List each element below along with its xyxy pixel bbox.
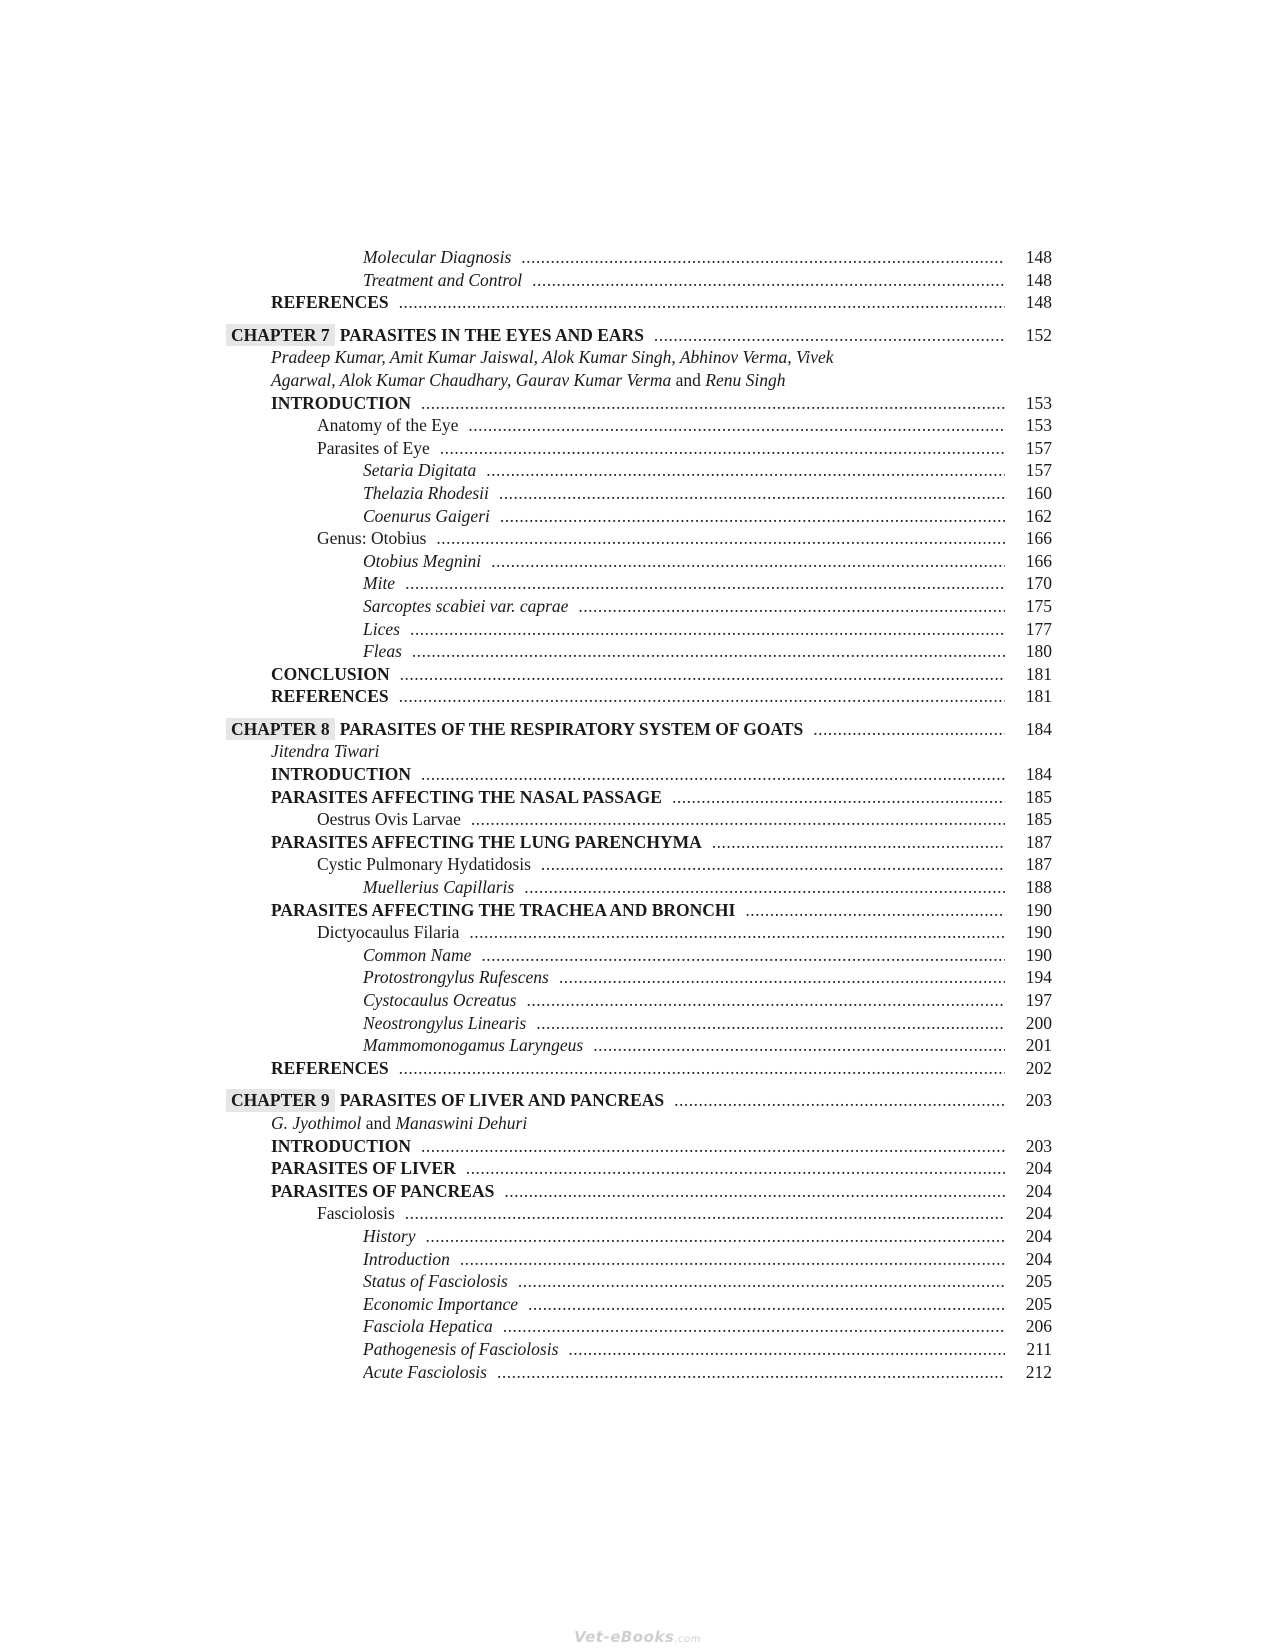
- toc-entry-label: Treatment and Control: [363, 269, 523, 290]
- toc-entry-label: Coenurus Gaigeri: [363, 505, 490, 526]
- toc-page-number: 197: [1025, 990, 1052, 1010]
- toc-entry: [0, 1315, 1275, 1338]
- toc-entry-label: Thelazia Rhodesii: [363, 482, 489, 503]
- toc-entry-label: Cystic Pulmonary Hydatidosis: [317, 854, 531, 875]
- dot-leader: [532, 269, 1005, 292]
- dot-leader: [528, 1293, 1005, 1316]
- toc-entry-label: REFERENCES: [271, 1057, 389, 1078]
- dot-leader: [436, 527, 1005, 550]
- toc-entry: [0, 618, 1275, 641]
- toc-entry: [0, 1012, 1275, 1035]
- toc-page-number: 194: [1025, 967, 1052, 988]
- toc-entry: [0, 944, 1275, 967]
- toc-entry-label: PARASITES OF PANCREAS: [271, 1180, 495, 1201]
- toc-page-number: 188: [1025, 877, 1052, 898]
- toc-page-number: 166: [1025, 550, 1052, 571]
- dot-leader: [468, 414, 1005, 437]
- toc-entry: [0, 1338, 1275, 1361]
- toc-page-number: 204: [1025, 1158, 1052, 1179]
- toc-page-number: 187: [1025, 831, 1052, 852]
- toc-entry: [0, 572, 1275, 595]
- toc-entry: [0, 505, 1275, 528]
- toc-entry: [0, 1225, 1275, 1248]
- dot-leader: [497, 1361, 1005, 1384]
- chapter-page-number: 203: [1025, 1090, 1052, 1111]
- toc-page-number: 170: [1025, 573, 1052, 594]
- toc-entry: [0, 853, 1275, 876]
- toc-entry-label: Fasciola Hepatica: [363, 1316, 493, 1337]
- toc-entry-label: Oestrus Ovis Larvae: [317, 809, 461, 830]
- toc-page-number: 204: [1025, 1203, 1052, 1224]
- toc-page-number: 160: [1025, 482, 1052, 503]
- toc-entry: [0, 640, 1275, 663]
- toc-entry-label: Setaria Digitata: [363, 460, 477, 481]
- author-connector: and: [361, 1112, 396, 1133]
- toc-entry-label: Genus: Otobius: [317, 528, 427, 549]
- toc-page-number: 184: [1025, 764, 1052, 785]
- toc-page-number: 204: [1025, 1248, 1052, 1269]
- dot-leader: [541, 853, 1005, 876]
- dot-leader: [536, 1012, 1005, 1035]
- author-name: G. Jyothimol: [271, 1112, 362, 1133]
- dot-leader: [421, 1135, 1005, 1158]
- toc-entry: [0, 808, 1275, 831]
- chapter-authors: [0, 740, 891, 763]
- dot-leader: [672, 786, 1005, 809]
- toc-entry: [0, 1057, 1275, 1080]
- toc-page-number: 205: [1025, 1271, 1052, 1292]
- toc-entry: [0, 437, 1275, 460]
- toc-entry: [0, 550, 1275, 573]
- toc-page-number: 205: [1025, 1293, 1052, 1314]
- dot-leader: [421, 763, 1005, 786]
- toc-entry-label: INTRODUCTION: [271, 392, 412, 413]
- toc-entry: [0, 786, 1275, 809]
- toc-entry: [0, 989, 1275, 1012]
- dot-leader: [521, 246, 1005, 269]
- toc-entry: [0, 414, 1275, 437]
- toc-entry: [0, 246, 1275, 269]
- toc-page-number: 212: [1025, 1361, 1052, 1382]
- toc-entry: [0, 1157, 1275, 1180]
- toc-entry: [0, 1180, 1275, 1203]
- toc-entry: [0, 482, 1275, 505]
- toc-entry: [0, 1293, 1275, 1316]
- dot-leader: [578, 595, 1005, 618]
- dot-leader: [469, 921, 1005, 944]
- watermark-logo-suffix: .com: [674, 1634, 701, 1645]
- toc-entry: [0, 685, 1275, 708]
- chapter-number: CHAPTER 7: [226, 324, 335, 347]
- toc-entry: [0, 763, 1275, 786]
- chapter-page-number: 152: [1025, 324, 1052, 345]
- chapter-heading: [0, 1089, 1275, 1112]
- toc-entry-label: Status of Fasciolosis: [363, 1271, 508, 1292]
- dot-leader: [466, 1157, 1005, 1180]
- toc-page-number: 153: [1025, 392, 1052, 413]
- toc-page-number: 166: [1025, 528, 1052, 549]
- dot-leader: [471, 808, 1005, 831]
- dot-leader: [481, 944, 1005, 967]
- toc-page-number: 153: [1025, 415, 1052, 436]
- dot-leader: [405, 1202, 1005, 1225]
- chapter-title: PARASITES IN THE EYES AND EARS: [339, 324, 644, 345]
- toc-entry-label: Introduction: [363, 1248, 450, 1269]
- toc-page-number: 190: [1025, 944, 1052, 965]
- toc-entry-label: PARASITES AFFECTING THE LUNG PARENCHYMA: [271, 831, 702, 852]
- toc-entry: [0, 921, 1275, 944]
- toc-entry: [0, 831, 1275, 854]
- toc-entry: [0, 595, 1275, 618]
- dot-leader: [559, 966, 1005, 989]
- toc-entry-label: Mite: [363, 573, 396, 594]
- toc-entry: [0, 876, 1275, 899]
- toc-page-number: 157: [1025, 437, 1052, 458]
- toc-entry-label: Mammomonogamus Laryngeus: [363, 1035, 584, 1056]
- chapter-heading: [0, 718, 1275, 741]
- chapter-authors: [0, 346, 891, 391]
- toc-page-number: 204: [1025, 1225, 1052, 1246]
- toc-entry: [0, 663, 1275, 686]
- toc-entry: [0, 1034, 1275, 1057]
- toc-page-number: 185: [1025, 786, 1052, 807]
- toc-entry-label: Otobius Megnini: [363, 550, 482, 571]
- toc-page-number: 201: [1025, 1035, 1052, 1056]
- toc-page-number: 185: [1025, 809, 1052, 830]
- dot-leader: [518, 1270, 1005, 1293]
- chapter-title: PARASITES OF LIVER AND PANCREAS: [339, 1090, 665, 1111]
- toc-entry-label: Muellerius Capillaris: [363, 877, 515, 898]
- author-name: Renu Singh: [705, 369, 786, 390]
- toc-entry-label: Molecular Diagnosis: [363, 247, 512, 267]
- toc-entry-label: Economic Importance: [363, 1293, 519, 1314]
- dot-leader: [410, 618, 1005, 641]
- toc-page-number: 200: [1025, 1012, 1052, 1033]
- dot-leader: [440, 437, 1005, 460]
- toc-page-number: 180: [1025, 641, 1052, 662]
- dot-leader: [593, 1034, 1005, 1057]
- toc-entry: [0, 1361, 1275, 1384]
- author-name: Manaswini Dehuri: [395, 1112, 528, 1133]
- chapter-heading: [0, 324, 1275, 347]
- dot-leader: [712, 831, 1005, 854]
- toc-entry-label: Acute Fasciolosis: [363, 1361, 487, 1382]
- toc-entry-label: PARASITES AFFECTING THE TRACHEA AND BRONCHI: [271, 899, 736, 920]
- watermark-logo: [0, 1628, 1275, 1646]
- chapter-number: CHAPTER 9: [226, 1089, 335, 1112]
- chapter-authors: [0, 1112, 891, 1135]
- dot-leader: [400, 663, 1005, 686]
- toc-entry-label: Protostrongylus Rufescens: [363, 967, 549, 988]
- toc-entry-label: REFERENCES: [271, 686, 389, 707]
- toc-entry-label: INTRODUCTION: [271, 764, 412, 785]
- dot-leader: [399, 1057, 1005, 1080]
- toc-entry: [0, 1270, 1275, 1293]
- dot-leader: [491, 550, 1005, 573]
- dot-leader: [654, 324, 1005, 347]
- toc-entry-label: Fasciolosis: [317, 1203, 395, 1224]
- toc-entry: [0, 291, 1275, 314]
- dot-leader: [412, 640, 1005, 663]
- author-connector: and: [671, 369, 706, 390]
- dot-leader: [526, 989, 1005, 1012]
- dot-leader: [813, 718, 1005, 741]
- toc-entry-label: Anatomy of the Eye: [317, 415, 459, 436]
- toc-entry: [0, 1135, 1275, 1158]
- toc-entry: [0, 899, 1275, 922]
- dot-leader: [426, 1225, 1006, 1248]
- toc-entry: [0, 269, 1275, 292]
- toc-entry-label: Lices: [363, 618, 400, 639]
- dot-leader: [399, 685, 1005, 708]
- toc-entry-label: INTRODUCTION: [271, 1135, 412, 1156]
- chapter-page-number: 184: [1025, 718, 1052, 739]
- toc-page-number: 187: [1025, 854, 1052, 875]
- toc-entry-label: Dictyocaulus Filaria: [317, 922, 460, 943]
- toc-entry-label: Pathogenesis of Fasciolosis: [363, 1338, 559, 1359]
- toc-entry-label: Neostrongylus Linearis: [363, 1012, 527, 1033]
- dot-leader: [500, 505, 1005, 528]
- dot-leader: [524, 876, 1005, 899]
- dot-leader: [421, 392, 1005, 415]
- dot-leader: [405, 572, 1005, 595]
- toc-entry-label: REFERENCES: [271, 292, 389, 313]
- toc-page-number: 181: [1025, 686, 1052, 707]
- dot-leader: [745, 899, 1005, 922]
- toc-page-number: 190: [1025, 922, 1052, 943]
- toc-page-number: 175: [1025, 595, 1052, 616]
- toc-page-number: 148: [1025, 247, 1052, 267]
- toc-entry: [0, 1202, 1275, 1225]
- toc-entry-label: PARASITES AFFECTING THE NASAL PASSAGE: [271, 786, 662, 807]
- toc-entry-label: PARASITES OF LIVER: [271, 1158, 456, 1179]
- toc-entry-label: CONCLUSION: [271, 663, 390, 684]
- dot-leader: [503, 1315, 1005, 1338]
- toc-entry-label: History: [363, 1225, 416, 1246]
- toc-page-number: 162: [1025, 505, 1052, 526]
- toc-page-number: 177: [1025, 618, 1052, 639]
- toc-entry-label: Fleas: [363, 641, 402, 662]
- toc-entry: [0, 1248, 1275, 1271]
- chapter-number: CHAPTER 8: [226, 718, 335, 741]
- author-name: Pradeep Kumar, Amit Kumar Jaiswal, Alok Kumar Singh, Abhinov Verma, Vivek Agarwal, Alok Kumar Chaudhary, Gaurav Kumar Verma: [271, 347, 834, 390]
- toc-page-number: 148: [1025, 269, 1052, 290]
- toc-page-number: 202: [1025, 1057, 1052, 1078]
- toc-entry-label: Common Name: [363, 944, 472, 965]
- toc-entry-label: Parasites of Eye: [317, 437, 430, 458]
- toc-entry: [0, 459, 1275, 482]
- toc-page-number: 148: [1025, 292, 1052, 313]
- toc-entry: [0, 392, 1275, 415]
- toc-entry-label: Sarcoptes scabiei var. caprae: [363, 595, 569, 616]
- dot-leader: [504, 1180, 1005, 1203]
- dot-leader: [499, 482, 1005, 505]
- toc-entry: [0, 966, 1275, 989]
- author-name: Jitendra Tiwari: [271, 741, 380, 762]
- chapter-title: PARASITES OF THE RESPIRATORY SYSTEM OF GOATS: [339, 718, 804, 739]
- dot-leader: [486, 459, 1005, 482]
- dot-leader: [399, 291, 1005, 314]
- toc-page-number: 206: [1025, 1316, 1052, 1337]
- watermark-logo-main: Vet-eBooks: [574, 1628, 675, 1646]
- toc-page-number: 157: [1025, 460, 1052, 481]
- toc-page-number: 211: [1026, 1338, 1052, 1359]
- toc-page-number: 181: [1025, 663, 1052, 684]
- toc-entry: [0, 527, 1275, 550]
- dot-leader: [460, 1248, 1005, 1271]
- table-of-contents: [0, 246, 1275, 1383]
- toc-page-number: 190: [1025, 899, 1052, 920]
- dot-leader: [674, 1089, 1005, 1112]
- toc-page-number: 203: [1025, 1135, 1052, 1156]
- toc-page-number: 204: [1025, 1180, 1052, 1201]
- dot-leader: [568, 1338, 1005, 1361]
- toc-entry-label: Cystocaulus Ocreatus: [363, 990, 517, 1010]
